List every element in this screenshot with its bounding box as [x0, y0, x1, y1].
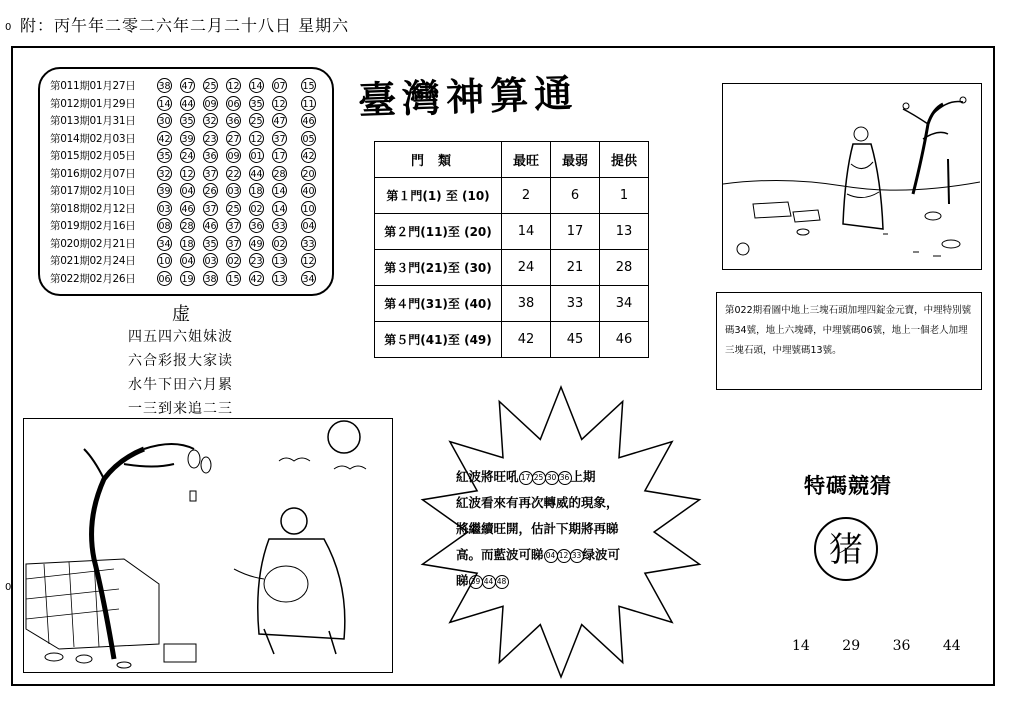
history-row: [50, 270, 324, 288]
ball-number: 39: [180, 131, 195, 146]
draw-label: 第022期02月26日: [50, 272, 136, 285]
ball-number: 09: [226, 148, 241, 163]
history-row: [50, 95, 324, 113]
side-mark: 0: [5, 582, 12, 593]
ball-number: 28: [272, 166, 287, 181]
draw-label: 第015期02月05日: [50, 150, 136, 163]
ball-number: 12: [249, 131, 264, 146]
corner-mark: 0: [5, 22, 12, 33]
draw-label: 第016期02月07日: [50, 167, 136, 180]
sage-illustration: [722, 83, 982, 270]
history-row: [50, 165, 324, 183]
ball-number: 44: [249, 166, 264, 181]
min-cell: 45: [551, 322, 600, 358]
guess-number: 14: [792, 638, 810, 654]
star-line-5: [456, 568, 668, 594]
col-header: 提供: [600, 142, 649, 178]
wave-analysis: [456, 464, 668, 594]
history-row: [50, 235, 324, 253]
ball-number: 46: [203, 218, 218, 233]
poem-line: 四五四六姐妹波: [128, 329, 233, 345]
provide-cell: 28: [600, 250, 649, 286]
provide-cell: 13: [600, 214, 649, 250]
poem-line: 水牛下田六月累: [128, 377, 233, 393]
ball-number: 02: [226, 253, 241, 268]
circled-number: 17: [519, 471, 533, 485]
max-cell: 14: [502, 214, 551, 250]
special-number: 42: [301, 148, 316, 163]
ball-number: 44: [180, 96, 195, 111]
poem-line: 一三到来追二三: [128, 401, 233, 417]
ball-number: 38: [157, 78, 172, 93]
ball-number: 15: [226, 271, 241, 286]
draw-history: [38, 67, 334, 296]
draw-label: 第014期02月03日: [50, 132, 136, 145]
ball-number: 42: [249, 271, 264, 286]
ball-number: 34: [157, 236, 172, 251]
star-text: 绿波可: [582, 547, 621, 562]
history-row: [50, 77, 324, 95]
ball-number: 27: [226, 131, 241, 146]
guess-title: 特碼競猜: [804, 474, 892, 498]
circled-number: 48: [495, 575, 509, 589]
history-row: [50, 217, 324, 235]
circled-number: 44: [482, 575, 496, 589]
ball-number: 39: [157, 183, 172, 198]
circled-number: 04: [544, 549, 558, 563]
special-number: 12: [301, 253, 316, 268]
ball-number: 25: [226, 201, 241, 216]
ball-number: 13: [272, 271, 287, 286]
poem: [128, 325, 233, 421]
ball-number: 30: [157, 113, 172, 128]
star-text: 睇: [456, 573, 469, 588]
provide-cell: 34: [600, 286, 649, 322]
ball-number: 24: [180, 148, 195, 163]
sage-drawing: [723, 84, 980, 268]
min-cell: 17: [551, 214, 600, 250]
zodiac-answer: 猪: [814, 517, 878, 581]
history-row: [50, 252, 324, 270]
ball-number: 37: [226, 218, 241, 233]
poem-title: 虚: [172, 304, 190, 325]
stats-row: [375, 178, 649, 214]
guess-numbers: [792, 638, 975, 654]
ball-number: 02: [249, 201, 264, 216]
ball-number: 32: [157, 166, 172, 181]
ball-number: 46: [180, 201, 195, 216]
circled-number: 36: [558, 471, 572, 485]
ball-number: 10: [157, 253, 172, 268]
guess-number: 29: [842, 638, 861, 654]
ball-number: 22: [226, 166, 241, 181]
special-number: 34: [301, 271, 316, 286]
draw-label: 第017期02月10日: [50, 185, 136, 198]
draw-label: 第012期01月29日: [50, 97, 136, 110]
ball-number: 18: [180, 236, 195, 251]
monk-drawing: [24, 419, 391, 671]
stats-row: [375, 322, 649, 358]
ball-number: 04: [180, 183, 195, 198]
stats-row: [375, 286, 649, 322]
ball-number: 03: [157, 201, 172, 216]
ball-number: 36: [249, 218, 264, 233]
history-row: [50, 147, 324, 165]
star-line-2: 紅波看來有再次轉威的現象，: [456, 495, 619, 510]
stats-row: [375, 250, 649, 286]
ball-number: 23: [203, 131, 218, 146]
ball-number: 12: [180, 166, 195, 181]
ball-number: 47: [272, 113, 287, 128]
circled-number: 30: [545, 471, 559, 485]
star-text: 高。而藍波可睇: [456, 547, 544, 562]
door-label: 第４門(31)至 (40): [375, 286, 502, 322]
ball-number: 13: [272, 253, 287, 268]
star-text: 上期: [570, 469, 596, 484]
door-label: 第３門(21)至 (30): [375, 250, 502, 286]
special-number: 15: [301, 78, 316, 93]
draw-label: 第021期02月24日: [50, 255, 136, 268]
ball-number: 06: [226, 96, 241, 111]
guess-number: 44: [942, 638, 961, 654]
min-cell: 6: [551, 178, 600, 214]
ball-number: 25: [203, 78, 218, 93]
ball-number: 32: [203, 113, 218, 128]
circled-number: 33: [570, 549, 584, 563]
history-row: [50, 112, 324, 130]
col-header: 最旺: [502, 142, 551, 178]
ball-number: 12: [226, 78, 241, 93]
ball-number: 42: [157, 131, 172, 146]
history-row: [50, 182, 324, 200]
special-number: 04: [301, 218, 316, 233]
ball-number: 08: [157, 218, 172, 233]
ball-number: 37: [272, 131, 287, 146]
special-number: 10: [301, 201, 316, 216]
special-number: 33: [301, 236, 316, 251]
ball-number: 04: [180, 253, 195, 268]
history-row: [50, 200, 324, 218]
max-cell: 42: [502, 322, 551, 358]
ball-number: 49: [249, 236, 264, 251]
ball-number: 18: [249, 183, 264, 198]
star-text: 紅波將旺吼: [456, 469, 519, 484]
special-number: 11: [301, 96, 316, 111]
ball-number: 37: [226, 236, 241, 251]
ball-number: 17: [272, 148, 287, 163]
ball-number: 01: [249, 148, 264, 163]
red-wave-numbers: [519, 469, 571, 484]
picture-explanation: 第022期看圖中地上三塊石頭加埋四錠金元寶，中埋特別號碼34號，地上六塊磚，中埋號碼06號，地上一個老人加埋三塊石頭，中埋號碼13號。: [716, 292, 982, 390]
special-number: 20: [301, 166, 316, 181]
ball-number: 35: [180, 113, 195, 128]
circled-number: 25: [532, 471, 546, 485]
blue-wave-numbers: [544, 547, 583, 562]
poem-line: 六合彩报大家读: [128, 353, 233, 369]
ball-number: 33: [272, 218, 287, 233]
special-number: 40: [301, 183, 316, 198]
ball-number: 36: [203, 148, 218, 163]
draw-label: 第020期02月21日: [50, 237, 136, 250]
ball-number: 14: [272, 201, 287, 216]
max-cell: 2: [502, 178, 551, 214]
door-label: 第５門(41)至 (49): [375, 322, 502, 358]
door-label: 第２門(11)至 (20): [375, 214, 502, 250]
draw-label: 第019期02月16日: [50, 220, 136, 233]
ball-number: 06: [157, 271, 172, 286]
ball-number: 35: [249, 96, 264, 111]
ball-number: 47: [180, 78, 195, 93]
ball-number: 23: [249, 253, 264, 268]
star-line-3: 將繼續旺開，估計下期將再睇: [456, 521, 619, 536]
circled-number: 39: [469, 575, 483, 589]
col-header: 最弱: [551, 142, 600, 178]
green-wave-numbers: [469, 573, 508, 588]
ball-number: 07: [272, 78, 287, 93]
ball-number: 14: [272, 183, 287, 198]
ball-number: 28: [180, 218, 195, 233]
ball-number: 03: [226, 183, 241, 198]
provide-cell: 46: [600, 322, 649, 358]
ball-number: 14: [249, 78, 264, 93]
draw-label: 第013期01月31日: [50, 115, 136, 128]
ball-number: 09: [203, 96, 218, 111]
min-cell: 33: [551, 286, 600, 322]
col-header: 門類: [375, 142, 502, 178]
ball-number: 35: [203, 236, 218, 251]
ball-number: 12: [272, 96, 287, 111]
provide-cell: 1: [600, 178, 649, 214]
date-line: 附：丙午年二零二六年二月二十八日 星期六: [20, 16, 350, 35]
circled-number: 12: [557, 549, 571, 563]
max-cell: 38: [502, 286, 551, 322]
special-number: 46: [301, 113, 316, 128]
ball-number: 37: [203, 166, 218, 181]
ball-number: 02: [272, 236, 287, 251]
ball-number: 37: [203, 201, 218, 216]
guess-number: 36: [892, 638, 911, 654]
max-cell: 24: [502, 250, 551, 286]
draw-label: 第011期01月27日: [50, 80, 136, 93]
min-cell: 21: [551, 250, 600, 286]
history-row: [50, 130, 324, 148]
star-line-1: [456, 464, 668, 490]
ball-number: 19: [180, 271, 195, 286]
special-number: 05: [301, 131, 316, 146]
ball-number: 26: [203, 183, 218, 198]
door-stats-table: [374, 141, 649, 358]
stats-row: [375, 214, 649, 250]
star-line-4: [456, 542, 668, 568]
ball-number: 36: [226, 113, 241, 128]
main-title: 臺灣神算通: [357, 70, 579, 123]
monk-illustration: [23, 418, 393, 673]
draw-label: 第018期02月12日: [50, 202, 136, 215]
door-label: 第１門(1) 至 (10): [375, 178, 502, 214]
ball-number: 38: [203, 271, 218, 286]
ball-number: 35: [157, 148, 172, 163]
ball-number: 03: [203, 253, 218, 268]
ball-number: 25: [249, 113, 264, 128]
ball-number: 14: [157, 96, 172, 111]
